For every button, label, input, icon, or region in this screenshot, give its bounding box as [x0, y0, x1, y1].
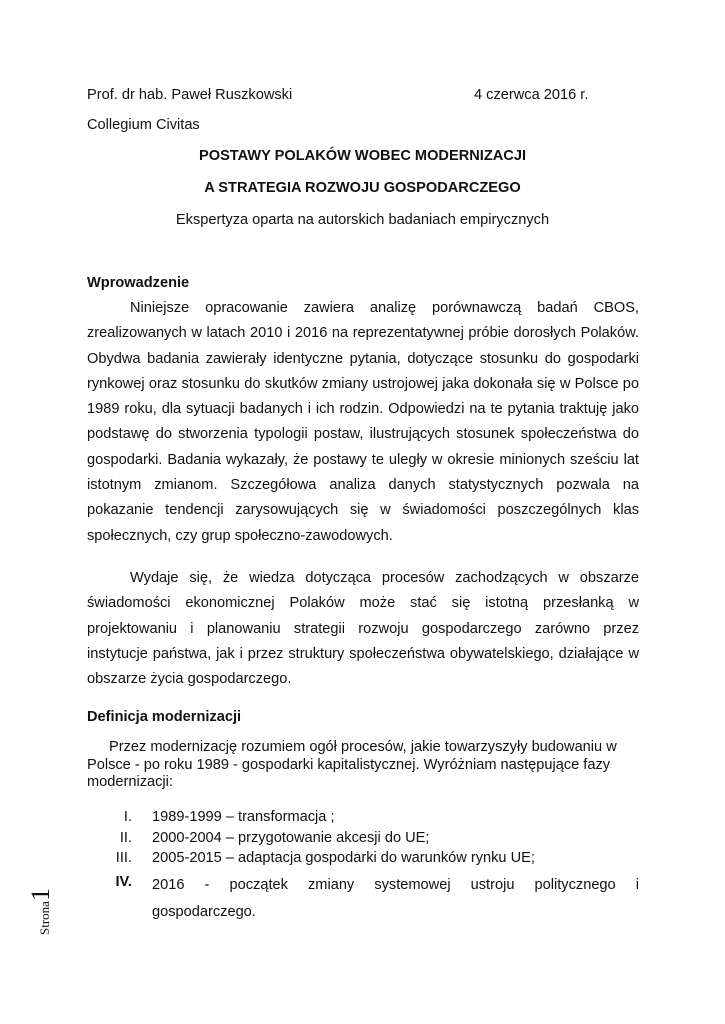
document-date: 4 czerwca 2016 r.	[474, 87, 589, 103]
institution-name: Collegium Civitas	[87, 117, 200, 133]
document-title-line-1: POSTAWY POLAKÓW WOBEC MODERNIZACJI	[198, 148, 526, 164]
page-number-marker	[26, 888, 56, 935]
page-label: Strona	[37, 901, 52, 935]
phase-text-3: 2005-2015 – adaptacja gospodarki do warunków rynku UE;	[152, 850, 535, 866]
phase-text-1: 1989-1999 – transformacja ;	[152, 809, 335, 825]
phase-number-1: I.	[123, 809, 132, 825]
intro-paragraph-1: Niniejsze opracowanie zawiera analizę porównawczą badań CBOS, zrealizowanych w latach 2010 i 2016 na reprezentatywnej próbie dorosłych Polaków. Obydwa badania zawierały identyczne pytania, dotyczące stosunku do gospodarki rynkowej oraz stosunku do skutków zmiany ustrojowej jaka dokonała się w Polsce po 1989 roku, dla sytuacji badanych i ich rodzin. Odpowiedzi na te pytania traktuję jako podstawę do stworzenia typologii postaw, ilustrujących stosunek społeczeństwa do gospodarki. Badania wykazały, że postawy te uległy w okresie minionych sześciu lat istotnym zmianom. Szczegółowa analiza danych statystycznych pozwala na pokazanie tendencji zarysowujących się w świadomości poszczególnych klas społecznych, czy grup społeczno-zawodowych.	[87, 300, 639, 544]
phase-text-2: 2000-2004 – przygotowanie akcesji do UE;	[152, 830, 430, 846]
phase-number-3: III.	[115, 850, 132, 866]
phase-number-2: II.	[119, 830, 132, 846]
author-name: Prof. dr hab. Paweł Ruszkowski	[87, 87, 293, 103]
section-heading-definition: Definicja modernizacji	[87, 709, 242, 725]
phase-number-4: IV.	[115, 874, 132, 890]
page-number: 1	[26, 888, 55, 902]
intro-paragraph-2: Wydaje się, że wiedza dotycząca procesów zachodzących w obszarze świadomości ekonomicznej Polaków może stać się istotną przesłanką w projektowaniu i planowaniu strategii rozwoju gospodarczego zarówno przez instytucje państwa, jak i przez struktury społeczeństwa obywatelskiego, działające w obszarze życia gospodarczego.	[87, 570, 639, 688]
document-subtitle: Ekspertyza oparta na autorskich badaniach empirycznych	[175, 212, 550, 228]
definition-paragraph: Przez modernizację rozumiem ogół procesów, jakie towarzyszyły budowaniu w Polsce - po roku 1989 - gospodarki kapitalistycznej. Wyróżniam następujące fazy modernizacji:	[87, 739, 617, 790]
phase-text-4-continued: gospodarczego.	[152, 904, 256, 920]
phase-text-4: 2016 - początek zmiany systemowej ustroju politycznego i	[152, 877, 639, 893]
section-heading-intro: Wprowadzenie	[87, 275, 190, 291]
document-title-line-2: A STRATEGIA ROZWOJU GOSPODARCZEGO	[204, 180, 521, 196]
